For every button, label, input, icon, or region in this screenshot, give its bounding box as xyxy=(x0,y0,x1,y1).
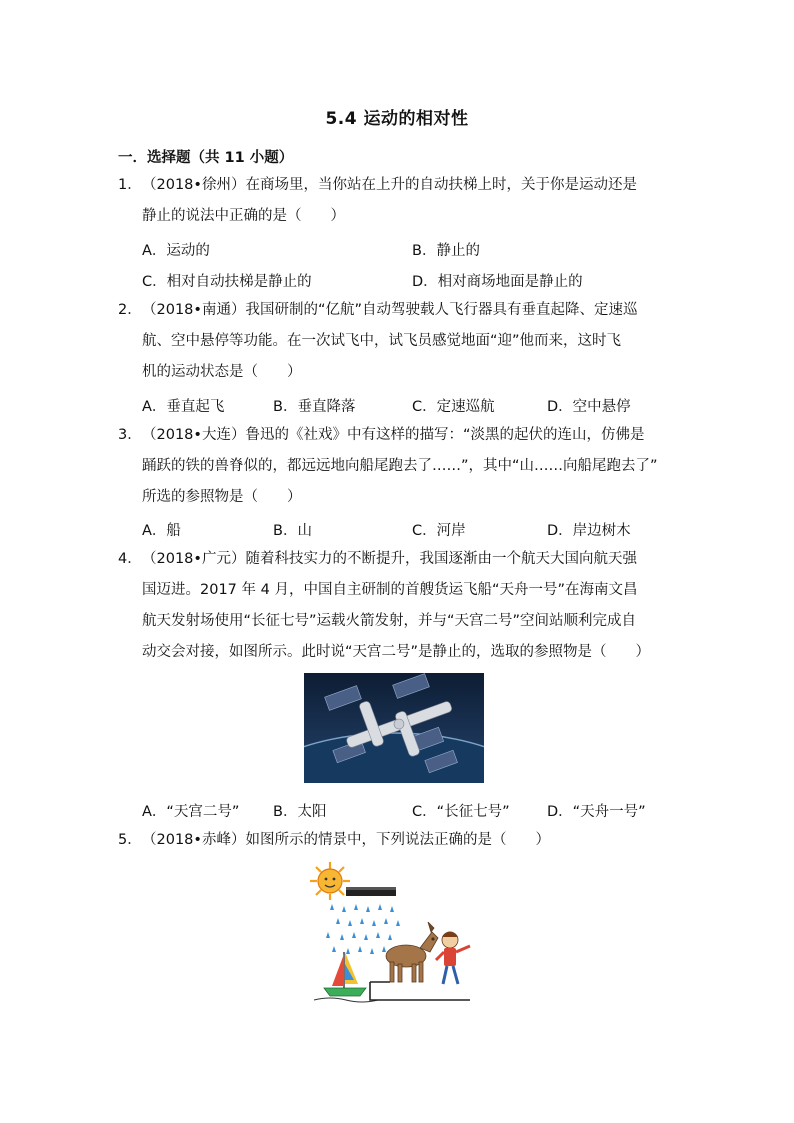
question-line: （2018•赤峰）如图所示的情景中，下列说法正确的是（ ） xyxy=(142,832,550,848)
question-1 xyxy=(118,170,688,232)
option-c[interactable]: C．河岸 xyxy=(412,523,466,539)
page-title: 5.4 运动的相对性 xyxy=(325,109,469,129)
question-line: 动交会对接，如图所示。此时说“天宫二号”是静止的，选取的参照物是（ ） xyxy=(142,644,651,660)
goat-icon xyxy=(386,922,438,982)
sun-icon xyxy=(310,862,350,900)
option-d[interactable]: D．相对商场地面是静止的 xyxy=(412,274,583,290)
scene-figure xyxy=(300,860,490,1010)
question-3 xyxy=(118,420,688,513)
question-number: 5． xyxy=(118,832,142,848)
sailboat-icon xyxy=(324,952,366,996)
option-a[interactable]: A．“天宫二号” xyxy=(142,804,240,820)
question-number: 1． xyxy=(118,177,142,193)
boy-icon xyxy=(436,932,470,985)
option-c[interactable]: C．相对自动扶梯是静止的 xyxy=(142,274,312,290)
question-line: （2018•大连）鲁迅的《社戏》中有这样的描写：“淡黑的起伏的连山，仿佛是 xyxy=(142,427,645,443)
option-b[interactable]: B．垂直降落 xyxy=(273,399,356,415)
option-a[interactable]: A．垂直起飞 xyxy=(142,399,225,415)
space-station-figure xyxy=(304,673,484,783)
question-2 xyxy=(118,295,688,388)
question-number: 3． xyxy=(118,427,142,443)
option-c[interactable]: C．定速巡航 xyxy=(412,399,495,415)
section-heading: 一．选择题（共 11 小题） xyxy=(118,150,294,166)
rain-icon xyxy=(326,904,400,954)
question-line: （2018•徐州）在商场里，当你站在上升的自动扶梯上时，关于你是运动还是 xyxy=(142,177,637,193)
question-number: 2． xyxy=(118,302,142,318)
space-station-image xyxy=(304,673,484,783)
question-line: 航、空中悬停等功能。在一次试飞中，试飞员感觉地面“迎”他而来，这时飞 xyxy=(142,333,622,349)
option-b[interactable]: B．太阳 xyxy=(273,804,327,820)
option-d[interactable]: D．“天舟一号” xyxy=(547,804,646,820)
question-line: 所选的参照物是（ ） xyxy=(142,489,302,505)
option-a[interactable]: A．船 xyxy=(142,523,181,539)
question-5 xyxy=(118,825,688,856)
option-d[interactable]: D．空中悬停 xyxy=(547,399,631,415)
question-line: 航天发射场使用“长征七号”运载火箭发射，并与“天宫二号”空间站顺利完成自 xyxy=(142,613,637,629)
option-b[interactable]: B．静止的 xyxy=(412,243,480,259)
question-4 xyxy=(118,544,688,668)
question-number: 4． xyxy=(118,551,142,567)
question-line: 踊跃的铁的兽脊似的，都远远地向船尾跑去了……”，其中“山……向船尾跑去了” xyxy=(142,458,658,474)
option-a[interactable]: A．运动的 xyxy=(142,243,210,259)
question-line: 国迈进。2017 年 4 月，中国自主研制的首艘货运飞船“天舟一号”在海南文昌 xyxy=(142,582,638,598)
option-c[interactable]: C．“长征七号” xyxy=(412,804,510,820)
option-d[interactable]: D．岸边树木 xyxy=(547,523,631,539)
question-line: （2018•南通）我国研制的“亿航”自动驾驶载人飞行器具有垂直起降、定速巡 xyxy=(142,302,638,318)
question-line: （2018•广元）随着科技实力的不断提升，我国逐渐由一个航天大国向航天强 xyxy=(142,551,637,567)
option-b[interactable]: B．山 xyxy=(273,523,312,539)
question-line: 静止的说法中正确的是（ ） xyxy=(142,208,345,224)
question-line: 机的运动状态是（ ） xyxy=(142,364,302,380)
scene-image xyxy=(300,860,490,1010)
